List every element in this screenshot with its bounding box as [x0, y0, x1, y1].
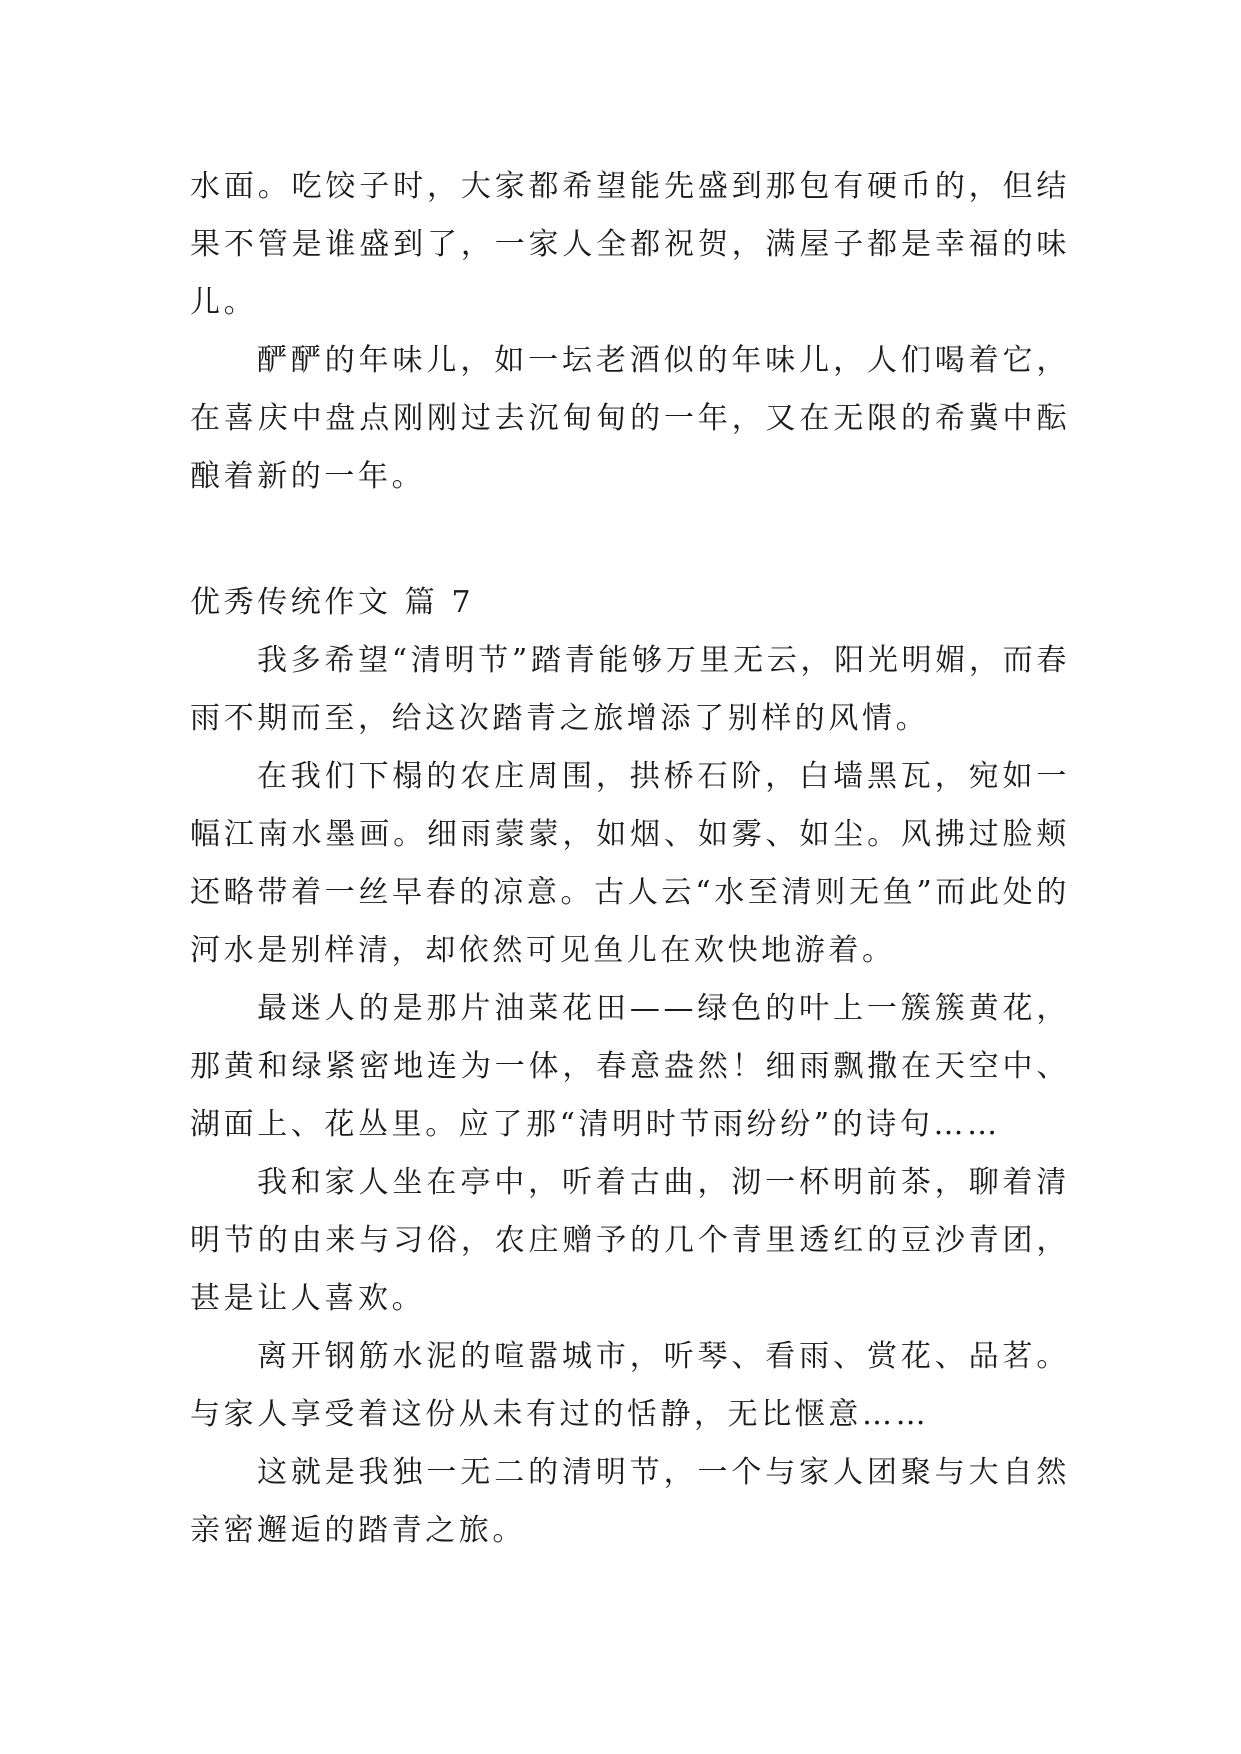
paragraph: 这就是我独一无二的清明节，一个与家人团聚与大自然亲密邂逅的踏青之旅。: [190, 1455, 1070, 1548]
essay-section: [190, 574, 1070, 1560]
paragraph-continuation: 水面。吃饺子时，大家都希望能先盛到那包有硬币的，但结果不管是谁盛到了，一家人全都祝贺，满屋子都是幸福的味儿。: [190, 169, 1070, 320]
paragraph: 在我们下榻的农庄周围，拱桥石阶，白墙黑瓦，宛如一幅江南水墨画。细雨蒙蒙，如烟、如雾、如尘。风拂过脸颊还略带着一丝早春的凉意。古人云“水至清则无鱼”而此处的河水是别样清，却依然可见鱼儿在欢快地游着。: [190, 759, 1070, 968]
paragraph: 我多希望“清明节”踏青能够万里无云，阳光明媚，而春雨不期而至，给这次踏青之旅增添了别样的风情。: [190, 643, 1070, 736]
section-heading: 优秀传统作文 篇 7: [190, 585, 475, 620]
paragraph: 离开钢筋水泥的喧嚣城市，听琴、看雨、赏花、品茗。与家人享受着这份从未有过的恬静，无比惬意……: [190, 1339, 1070, 1432]
paragraph: 最迷人的是那片油菜花田——绿色的叶上一簇簇黄花，那黄和绿紧密地连为一体，春意盎然！细雨飘撒在天空中、湖面上、花丛里。应了那“清明时节雨纷纷”的诗句……: [190, 991, 1070, 1142]
paragraph: 我和家人坐在亭中，听着古曲，沏一杯明前茶，聊着清明节的由来与习俗，农庄赠予的几个青里透红的豆沙青团，甚是让人喜欢。: [190, 1165, 1070, 1316]
document-body: [190, 158, 1070, 1560]
paragraph: 酽酽的年味儿，如一坛老酒似的年味儿，人们喝着它，在喜庆中盘点刚刚过去沉甸甸的一年，又在无限的希冀中酝酿着新的一年。: [190, 343, 1070, 494]
